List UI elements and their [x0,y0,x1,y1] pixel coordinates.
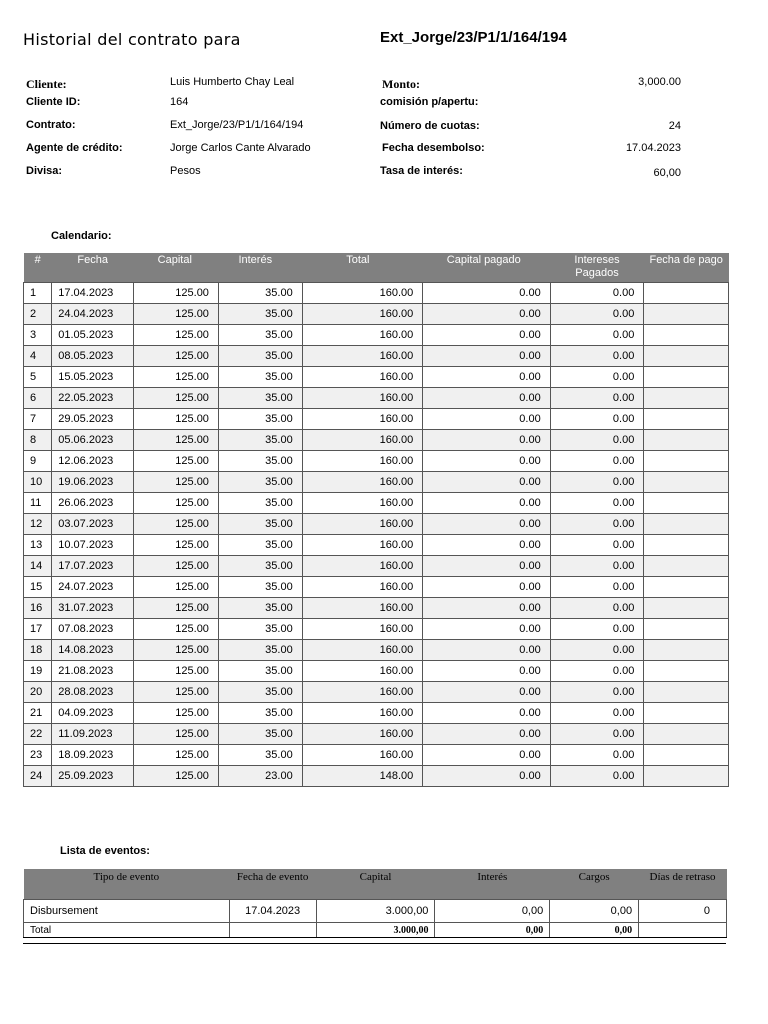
row-fecha-pago [644,388,729,409]
row-capital: 125.00 [134,745,219,766]
row-number: 18 [24,640,52,661]
row-intereses-pagados: 0.00 [550,388,644,409]
row-interes: 35.00 [218,745,302,766]
row-number: 10 [24,472,52,493]
row-fecha: 22.05.2023 [52,388,134,409]
row-fecha: 12.06.2023 [52,451,134,472]
row-capital-pagado: 0.00 [423,703,550,724]
event-interes: 0,00 [435,900,550,923]
row-capital-pagado: 0.00 [423,325,550,346]
row-number: 2 [24,304,52,325]
row-interes: 35.00 [218,577,302,598]
row-total: 160.00 [302,640,423,661]
row-fecha: 19.06.2023 [52,472,134,493]
row-fecha: 04.09.2023 [52,703,134,724]
schedule-row [24,409,729,430]
row-capital-pagado: 0.00 [423,577,550,598]
row-number: 21 [24,703,52,724]
row-fecha: 29.05.2023 [52,409,134,430]
schedule-row [24,367,729,388]
row-capital: 125.00 [134,283,219,304]
schedule-row [24,283,729,304]
row-fecha-pago [644,451,729,472]
row-capital-pagado: 0.00 [423,472,550,493]
row-fecha: 21.08.2023 [52,661,134,682]
event-cargos: 0,00 [550,900,639,923]
col-header-cargos: Cargos [550,869,639,900]
row-total: 160.00 [302,472,423,493]
row-intereses-pagados: 0.00 [550,514,644,535]
schedule-row [24,682,729,703]
row-number: 20 [24,682,52,703]
row-intereses-pagados: 0.00 [550,703,644,724]
row-total: 160.00 [302,430,423,451]
col-header-event-capital: Capital [316,869,435,900]
row-fecha-pago [644,304,729,325]
row-fecha-pago [644,682,729,703]
events-total-row [24,923,727,938]
page-title: Historial del contrato para [23,30,241,49]
tasa-label: Tasa de interés: [380,165,463,177]
row-intereses-pagados: 0.00 [550,724,644,745]
row-capital: 125.00 [134,430,219,451]
eventos-label: Lista de eventos: [60,845,150,857]
row-intereses-pagados: 0.00 [550,556,644,577]
row-number: 11 [24,493,52,514]
col-header-dias-retraso: Días de retraso [639,869,727,900]
row-interes: 23.00 [218,766,302,787]
row-interes: 35.00 [218,430,302,451]
row-interes: 35.00 [218,493,302,514]
schedule-row [24,430,729,451]
row-fecha-pago [644,472,729,493]
row-capital: 125.00 [134,304,219,325]
row-number: 6 [24,388,52,409]
row-number: 13 [24,535,52,556]
row-capital: 125.00 [134,346,219,367]
row-capital: 125.00 [134,409,219,430]
row-number: 7 [24,409,52,430]
cliente-value: Luis Humberto Chay Leal [170,76,295,88]
row-interes: 35.00 [218,682,302,703]
event-row [24,900,727,923]
schedule-row [24,556,729,577]
total-fecha [229,923,316,938]
row-capital-pagado: 0.00 [423,493,550,514]
row-capital-pagado: 0.00 [423,619,550,640]
event-dias-retraso: 0 [639,900,727,923]
row-fecha: 15.05.2023 [52,367,134,388]
row-capital: 125.00 [134,598,219,619]
row-total: 160.00 [302,556,423,577]
row-interes: 35.00 [218,346,302,367]
row-fecha-pago [644,640,729,661]
fecha-desembolso-label: Fecha desembolso: [382,142,485,154]
col-header-interes: Interés [218,253,302,283]
row-number: 16 [24,598,52,619]
row-number: 22 [24,724,52,745]
row-interes: 35.00 [218,535,302,556]
row-fecha: 08.05.2023 [52,346,134,367]
row-interes: 35.00 [218,619,302,640]
row-fecha: 14.08.2023 [52,640,134,661]
row-intereses-pagados: 0.00 [550,304,644,325]
row-fecha-pago [644,283,729,304]
row-number: 9 [24,451,52,472]
agente-label: Agente de crédito: [26,142,123,154]
row-interes: 35.00 [218,661,302,682]
row-total: 160.00 [302,367,423,388]
row-total: 160.00 [302,514,423,535]
row-capital-pagado: 0.00 [423,388,550,409]
event-fecha: 17.04.2023 [229,900,316,923]
row-number: 8 [24,430,52,451]
row-intereses-pagados: 0.00 [550,640,644,661]
row-fecha: 18.09.2023 [52,745,134,766]
row-fecha: 05.06.2023 [52,430,134,451]
row-capital-pagado: 0.00 [423,430,550,451]
schedule-row [24,472,729,493]
row-fecha: 24.04.2023 [52,304,134,325]
row-number: 4 [24,346,52,367]
row-number: 3 [24,325,52,346]
row-capital: 125.00 [134,577,219,598]
row-capital: 125.00 [134,367,219,388]
row-fecha-pago [644,535,729,556]
row-fecha: 25.09.2023 [52,766,134,787]
total-dias-retraso [639,923,727,938]
row-interes: 35.00 [218,556,302,577]
row-fecha: 01.05.2023 [52,325,134,346]
schedule-row [24,325,729,346]
cuotas-label: Número de cuotas: [380,120,480,132]
tasa-value: 60,00 [653,167,681,179]
row-fecha-pago [644,661,729,682]
event-tipo: Disbursement [24,900,230,923]
total-cargos: 0,00 [550,923,639,938]
total-label: Total [24,923,230,938]
col-header-fecha: Fecha [52,253,134,283]
row-number: 15 [24,577,52,598]
row-total: 160.00 [302,409,423,430]
row-total: 160.00 [302,451,423,472]
row-fecha: 28.08.2023 [52,682,134,703]
row-capital-pagado: 0.00 [423,598,550,619]
col-header-total: Total [302,253,423,283]
row-capital-pagado: 0.00 [423,661,550,682]
row-total: 160.00 [302,724,423,745]
row-fecha-pago [644,703,729,724]
total-interes: 0,00 [435,923,550,938]
schedule-row [24,535,729,556]
monto-value: 3,000.00 [638,76,681,88]
row-total: 148.00 [302,766,423,787]
row-fecha: 17.07.2023 [52,556,134,577]
row-capital: 125.00 [134,514,219,535]
row-interes: 35.00 [218,409,302,430]
row-fecha-pago [644,598,729,619]
row-number: 19 [24,661,52,682]
schedule-row [24,388,729,409]
cliente-label: Cliente: [26,77,67,91]
row-capital-pagado: 0.00 [423,304,550,325]
row-intereses-pagados: 0.00 [550,493,644,514]
row-intereses-pagados: 0.00 [550,472,644,493]
row-capital: 125.00 [134,724,219,745]
events-header-row [24,869,727,900]
row-total: 160.00 [302,304,423,325]
row-capital: 125.00 [134,703,219,724]
col-header-capital: Capital [134,253,219,283]
schedule-row [24,493,729,514]
cuotas-value: 24 [668,120,681,132]
col-header-number: # [24,253,52,283]
schedule-row [24,451,729,472]
row-intereses-pagados: 0.00 [550,535,644,556]
row-fecha-pago [644,745,729,766]
schedule-row [24,724,729,745]
row-intereses-pagados: 0.00 [550,283,644,304]
schedule-row [24,703,729,724]
row-total: 160.00 [302,619,423,640]
col-header-capital-pagado: Capital pagado [423,253,550,283]
row-fecha: 11.09.2023 [52,724,134,745]
row-intereses-pagados: 0.00 [550,430,644,451]
row-total: 160.00 [302,346,423,367]
row-fecha-pago [644,325,729,346]
row-capital-pagado: 0.00 [423,409,550,430]
row-fecha: 31.07.2023 [52,598,134,619]
row-fecha-pago [644,493,729,514]
row-fecha-pago [644,724,729,745]
events-table [23,869,727,938]
agente-value: Jorge Carlos Cante Alvarado [170,142,311,154]
row-interes: 35.00 [218,283,302,304]
row-interes: 35.00 [218,451,302,472]
row-interes: 35.00 [218,304,302,325]
cliente-id-label: Cliente ID: [26,96,81,108]
row-intereses-pagados: 0.00 [550,409,644,430]
row-fecha-pago [644,556,729,577]
row-capital: 125.00 [134,535,219,556]
row-capital-pagado: 0.00 [423,745,550,766]
row-capital: 125.00 [134,325,219,346]
row-number: 23 [24,745,52,766]
row-fecha: 24.07.2023 [52,577,134,598]
schedule-row [24,304,729,325]
row-capital: 125.00 [134,640,219,661]
schedule-header-row [24,253,729,283]
row-fecha: 03.07.2023 [52,514,134,535]
row-capital: 125.00 [134,682,219,703]
row-total: 160.00 [302,325,423,346]
row-interes: 35.00 [218,640,302,661]
row-total: 160.00 [302,283,423,304]
row-total: 160.00 [302,745,423,766]
row-interes: 35.00 [218,514,302,535]
row-intereses-pagados: 0.00 [550,346,644,367]
row-intereses-pagados: 0.00 [550,745,644,766]
fecha-desembolso-value: 17.04.2023 [625,142,681,154]
row-capital-pagado: 0.00 [423,556,550,577]
col-header-tipo-evento: Tipo de evento [24,869,230,900]
row-capital: 125.00 [134,493,219,514]
row-capital-pagado: 0.00 [423,367,550,388]
col-header-fecha-pago: Fecha de pago [644,253,729,283]
row-capital-pagado: 0.00 [423,283,550,304]
row-capital-pagado: 0.00 [423,724,550,745]
row-fecha-pago [644,346,729,367]
schedule-row [24,346,729,367]
row-intereses-pagados: 0.00 [550,325,644,346]
contrato-value: Ext_Jorge/23/P1/1/164/194 [170,119,304,131]
schedule-row [24,661,729,682]
row-capital: 125.00 [134,556,219,577]
row-intereses-pagados: 0.00 [550,619,644,640]
comision-label: comisión p/apertu: [380,96,479,108]
row-total: 160.00 [302,493,423,514]
row-number: 17 [24,619,52,640]
divisa-label: Divisa: [26,165,63,177]
row-intereses-pagados: 0.00 [550,577,644,598]
row-fecha-pago [644,766,729,787]
row-total: 160.00 [302,535,423,556]
row-fecha: 10.07.2023 [52,535,134,556]
row-total: 160.00 [302,703,423,724]
row-interes: 35.00 [218,724,302,745]
monto-label: Monto: [382,77,420,91]
row-interes: 35.00 [218,388,302,409]
row-number: 14 [24,556,52,577]
row-capital-pagado: 0.00 [423,514,550,535]
row-interes: 35.00 [218,472,302,493]
row-interes: 35.00 [218,325,302,346]
col-header-intereses-pagados: Intereses Pagados [550,253,644,283]
row-total: 160.00 [302,388,423,409]
row-number: 5 [24,367,52,388]
event-capital: 3.000,00 [316,900,435,923]
row-capital-pagado: 0.00 [423,451,550,472]
row-interes: 35.00 [218,703,302,724]
row-capital-pagado: 0.00 [423,682,550,703]
row-capital-pagado: 0.00 [423,346,550,367]
row-fecha-pago [644,367,729,388]
row-capital: 125.00 [134,661,219,682]
row-intereses-pagados: 0.00 [550,367,644,388]
schedule-row [24,514,729,535]
col-header-event-interes: Interés [435,869,550,900]
row-fecha: 26.06.2023 [52,493,134,514]
row-total: 160.00 [302,682,423,703]
row-fecha-pago [644,409,729,430]
row-intereses-pagados: 0.00 [550,451,644,472]
row-fecha: 17.04.2023 [52,283,134,304]
row-number: 12 [24,514,52,535]
row-intereses-pagados: 0.00 [550,598,644,619]
schedule-row [24,766,729,787]
col-header-fecha-evento: Fecha de evento [229,869,316,900]
row-capital: 125.00 [134,388,219,409]
row-total: 160.00 [302,598,423,619]
schedule-row [24,745,729,766]
contract-id-heading: Ext_Jorge/23/P1/1/164/194 [380,29,567,46]
cliente-id-value: 164 [170,96,189,108]
row-fecha-pago [644,430,729,451]
contrato-label: Contrato: [26,119,76,131]
row-intereses-pagados: 0.00 [550,682,644,703]
row-capital-pagado: 0.00 [423,535,550,556]
row-number: 1 [24,283,52,304]
row-capital: 125.00 [134,766,219,787]
row-fecha-pago [644,514,729,535]
row-capital: 125.00 [134,619,219,640]
schedule-row [24,598,729,619]
total-capital: 3.000,00 [316,923,435,938]
row-interes: 35.00 [218,598,302,619]
row-number: 24 [24,766,52,787]
row-interes: 35.00 [218,367,302,388]
row-fecha-pago [644,619,729,640]
schedule-row [24,577,729,598]
schedule-row [24,619,729,640]
row-intereses-pagados: 0.00 [550,661,644,682]
row-capital: 125.00 [134,451,219,472]
bottom-rule [23,943,726,944]
row-capital-pagado: 0.00 [423,640,550,661]
row-intereses-pagados: 0.00 [550,766,644,787]
calendario-label: Calendario: [51,230,112,242]
row-capital-pagado: 0.00 [423,766,550,787]
schedule-table [23,253,729,787]
row-capital: 125.00 [134,472,219,493]
row-total: 160.00 [302,661,423,682]
row-total: 160.00 [302,577,423,598]
divisa-value: Pesos [170,165,201,177]
row-fecha: 07.08.2023 [52,619,134,640]
schedule-row [24,640,729,661]
row-fecha-pago [644,577,729,598]
